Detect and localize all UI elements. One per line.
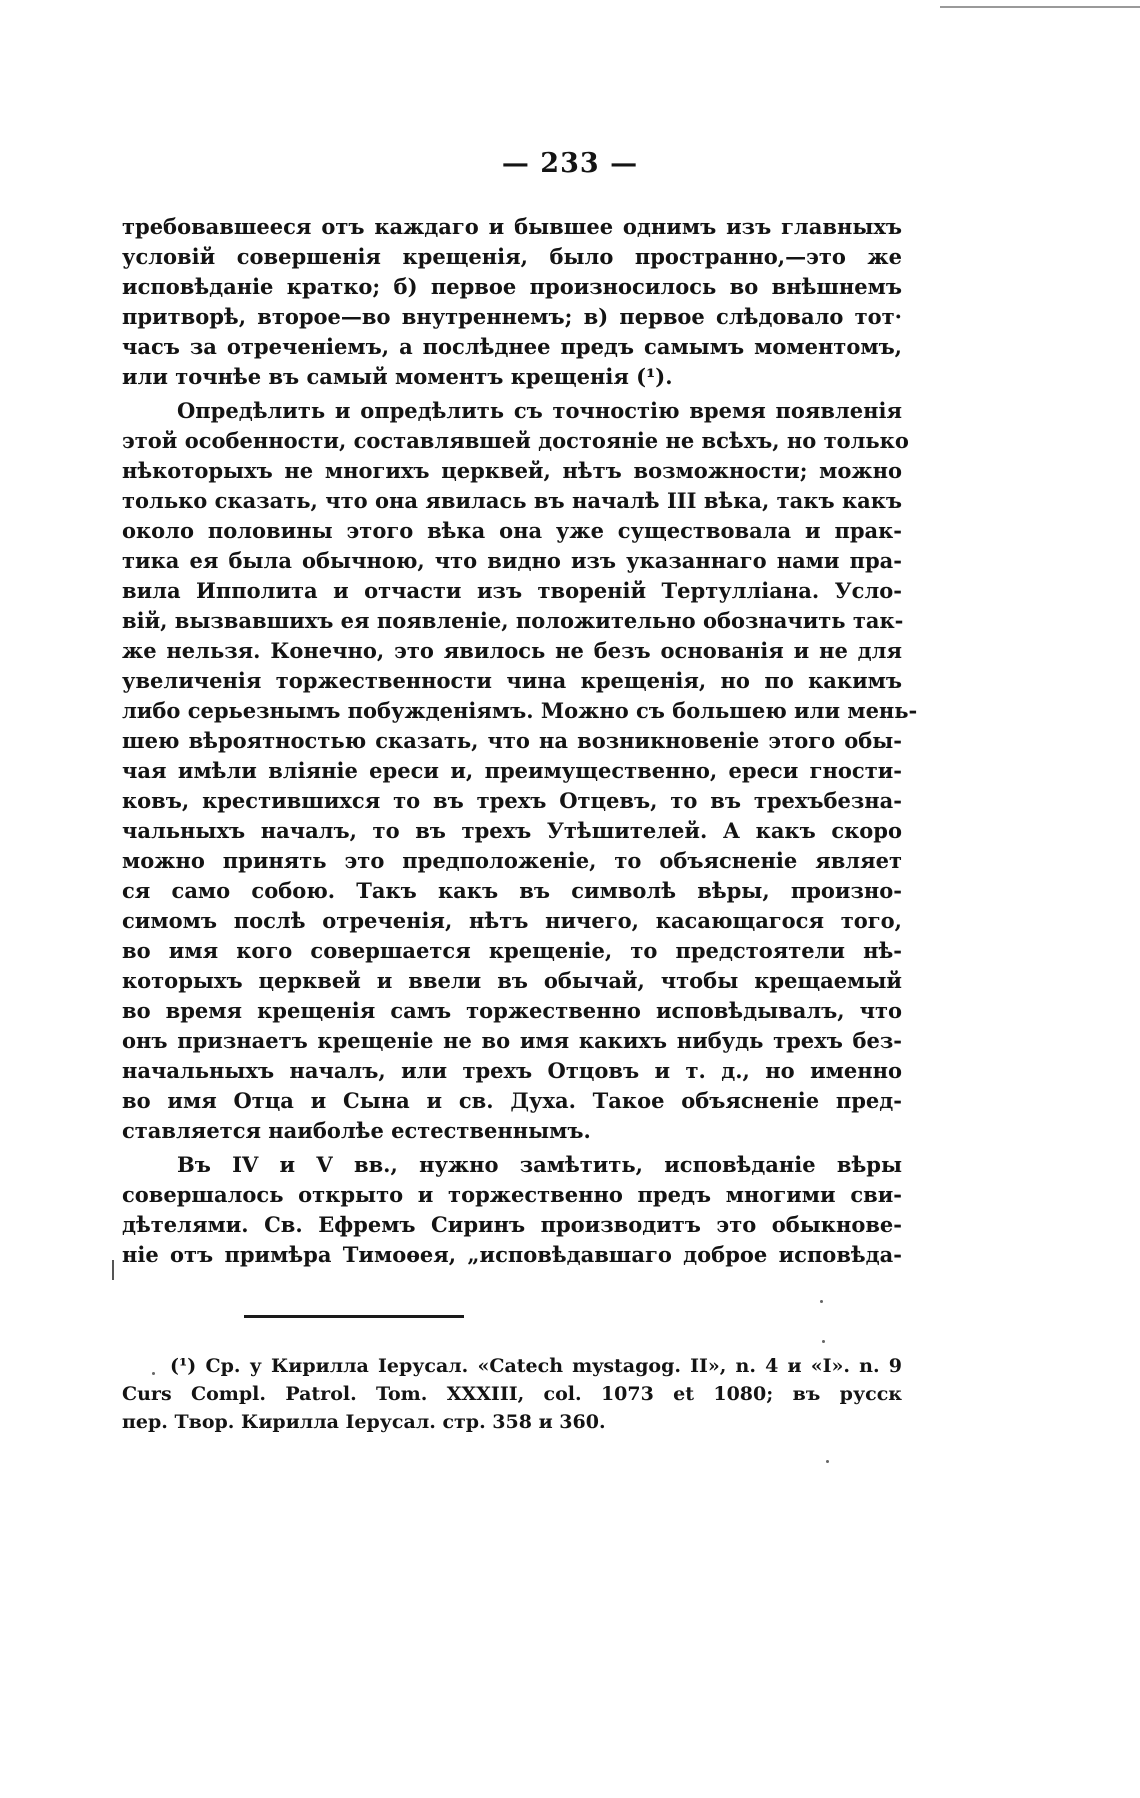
text-line: или точнѣе въ самый моментъ крещенія (¹). — [122, 364, 673, 389]
text-line: около половины этого вѣка она уже существовала и прак- — [122, 518, 902, 543]
text-line: Опредѣлить и опредѣлить съ точностію время появленія — [177, 398, 902, 423]
scan-speck — [822, 1340, 825, 1343]
paragraph-2 — [122, 396, 918, 1146]
text-line: чальныхъ началъ, то въ трехъ Утѣшителей. А какъ скоро — [122, 818, 902, 843]
text-line: условій совершенія крещенія, было пространно,—это же — [122, 244, 902, 269]
text-line: же нельзя. Конечно, это явилось не безъ основанія и не для — [122, 638, 902, 663]
footnote-line: (¹) Ср. у Кирилла Iерусал. «Catech mystagog. II», n. 4 и «I». n. 9 — [170, 1355, 902, 1377]
text-line: начальныхъ началъ, или трехъ Отцовъ и т. д., но именно — [122, 1058, 902, 1083]
text-line: Въ IV и V вв., нужно замѣтить, исповѣданіе вѣры — [177, 1152, 902, 1177]
text-line: во имя Отца и Сына и св. Духа. Такое объясненіе пред- — [122, 1088, 902, 1113]
text-line: тика ея была обычною, что видно изъ указаннаго нами пра- — [122, 548, 902, 573]
text-line: увеличенія торжественности чина крещенія, но по какимъ — [122, 668, 902, 693]
text-line: вій, вызвавшихъ ея появленіе, положительно обозначить так- — [122, 608, 904, 633]
footnote — [122, 1352, 902, 1436]
text-line: этой особенности, составлявшей достояніе не всѣхъ, но только — [122, 428, 909, 453]
body-text — [122, 212, 918, 1270]
text-line: исповѣданіе кратко; б) первое произносилось во внѣшнемъ — [122, 274, 902, 299]
page-number: — 233 — — [501, 148, 639, 179]
paragraph-3 — [122, 1150, 902, 1270]
text-line: совершалось открыто и торжественно предъ многими сви- — [122, 1182, 902, 1207]
text-line: притворѣ, второе—во внутреннемъ; в) первое слѣдовало тот· — [122, 304, 902, 329]
text-line: часъ за отреченіемъ, а послѣднее предъ самымъ моментомъ, — [122, 334, 902, 359]
footnote-line: пер. Твор. Кирилла Iерусал. стр. 358 и 360. — [122, 1411, 606, 1433]
text-line: дѣтелями. Св. Ефремъ Сиринъ производитъ это обыкнове- — [122, 1212, 902, 1237]
text-line: вила Ипполита и отчасти изъ твореній Тертулліана. Усло- — [122, 578, 902, 603]
footnote-divider — [244, 1315, 464, 1318]
scan-speck — [152, 1372, 155, 1375]
text-line: нѣкоторыхъ не многихъ церквей, нѣтъ возможности; можно — [122, 458, 902, 483]
text-line: которыхъ церквей и ввели въ обычай, чтобы крещаемый — [122, 968, 902, 993]
text-line: ся само собою. Такъ какъ въ символѣ вѣры, произно- — [122, 878, 902, 903]
text-line: во имя кого совершается крещеніе, то предстоятели нѣ- — [122, 938, 902, 963]
text-line: только сказать, что она явилась въ началѣ III вѣка, такъ какъ — [122, 488, 902, 513]
text-line: требовавшееся отъ каждаго и бывшее однимъ изъ главныхъ — [122, 214, 902, 239]
text-line: можно принять это предположеніе, то объясненіе являет — [122, 848, 902, 873]
text-line: ніе отъ примѣра Тимоѳея, „исповѣдавшаго доброе исповѣда- — [122, 1242, 902, 1267]
text-line: чая имѣли вліяніе ереси и, преимущественно, ереси гности- — [122, 758, 902, 783]
text-line: шею вѣроятностью сказать, что на возникновеніе этого обы- — [122, 728, 902, 753]
paragraph-1 — [122, 212, 902, 392]
text-line: ставляется наиболѣе естественнымъ. — [122, 1118, 591, 1143]
text-line: во время крещенія самъ торжественно исповѣдывалъ, что — [122, 998, 902, 1023]
text-line: ковъ, крестившихся то въ трехъ Отцевъ, то въ трехъбезна- — [122, 788, 902, 813]
scan-speck — [820, 1300, 823, 1303]
text-line: либо серьезнымъ побужденіямъ. Можно съ большею или мень- — [122, 698, 918, 723]
margin-mark — [112, 1260, 114, 1280]
text-line: симомъ послѣ отреченія, нѣтъ ничего, касающагося того, — [122, 908, 902, 933]
scan-speck — [826, 1460, 829, 1463]
scan-edge-rule — [940, 6, 1140, 8]
footnote-line: Curs Compl. Patrol. Tom. XXXIII, col. 1073 et 1080; въ русск — [122, 1383, 902, 1405]
text-line: онъ признаетъ крещеніе не во имя какихъ нибудь трехъ без- — [122, 1028, 902, 1053]
